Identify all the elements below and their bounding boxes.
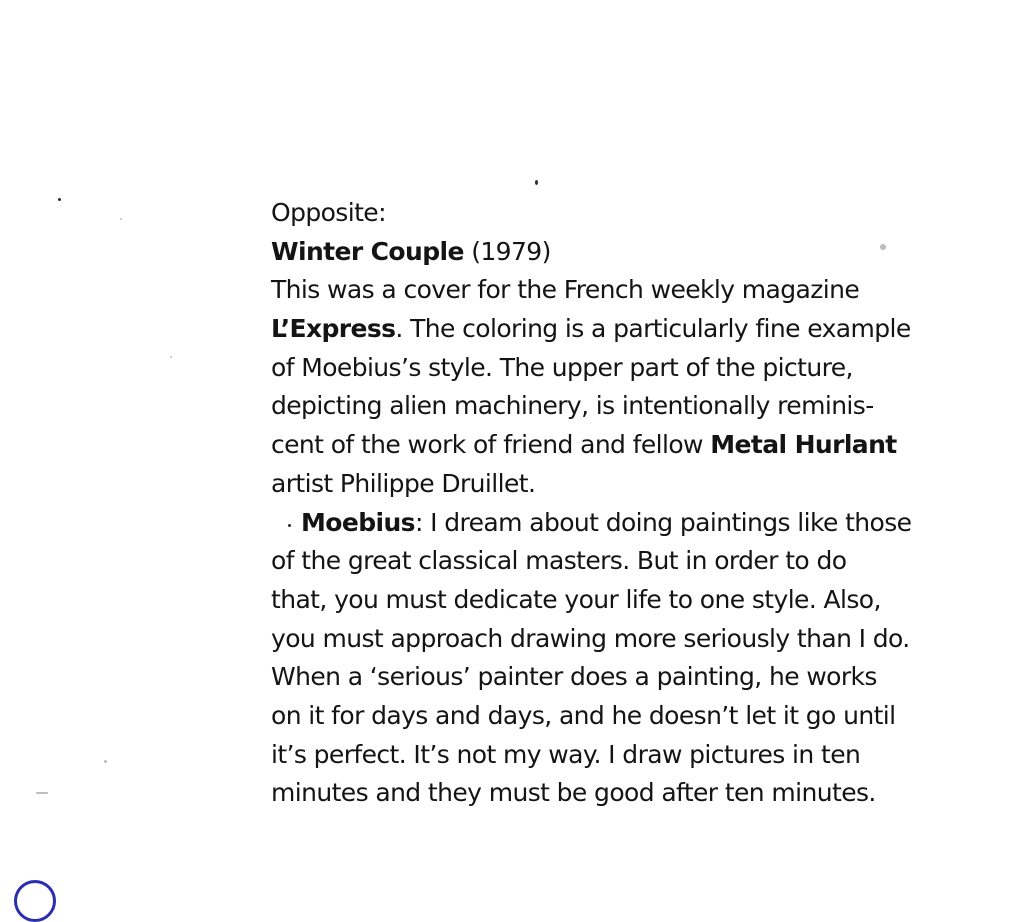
quote-line-5: When a ‘serious’ painter does a painting, he works <box>271 662 877 692</box>
description-line-3: of Moebius’s style. The upper part of the picture, <box>271 352 853 382</box>
quote-line-1-rest: : I dream about doing paintings like those <box>414 507 912 537</box>
description-line-5 <box>271 426 991 465</box>
scan-speck <box>120 218 122 220</box>
quote-line-8: minutes and they must be good after ten minutes. <box>271 778 876 808</box>
scan-speck <box>36 792 48 794</box>
description-line-5-pre: cent of the work of friend and fellow <box>271 430 711 460</box>
description-line-4: depicting alien machinery, is intentionally reminis- <box>271 391 874 421</box>
artwork-title: Winter Couple <box>271 236 464 266</box>
scan-speck <box>288 524 291 527</box>
corner-mark <box>14 880 56 922</box>
quote-speaker: Moebius <box>301 507 415 537</box>
quote-line-2: of the great classical masters. But in order to do <box>271 546 847 576</box>
scan-speck <box>104 760 107 763</box>
description-line-1: This was a cover for the French weekly magazine <box>271 275 860 305</box>
magazine-name: L’Express <box>271 314 396 344</box>
quote-line-1 <box>271 504 991 543</box>
scan-speck <box>535 180 538 185</box>
scan-speck <box>58 198 61 201</box>
description-line-2-rest: . The coloring is a particularly fine example <box>395 314 911 344</box>
quote-line-7: it’s perfect. It’s not my way. I draw pictures in ten <box>271 739 861 769</box>
quote-line-3: that, you must dedicate your life to one style. Also, <box>271 584 881 614</box>
artwork-title-line <box>271 233 991 272</box>
caption-label: Opposite: <box>271 198 386 227</box>
artwork-year: (1979) <box>471 236 551 266</box>
description-line-6: artist Philippe Druillet. <box>271 468 536 498</box>
quote-line-6: on it for days and days, and he doesn’t let it go until <box>271 700 896 730</box>
description-line-2 <box>271 310 991 349</box>
caption-text-block <box>271 194 991 813</box>
scan-speck <box>170 356 172 358</box>
scan-speck <box>880 244 886 250</box>
publication-name: Metal Hurlant <box>710 430 897 460</box>
quote-line-4: you must approach drawing more seriously than I do. <box>271 623 910 653</box>
